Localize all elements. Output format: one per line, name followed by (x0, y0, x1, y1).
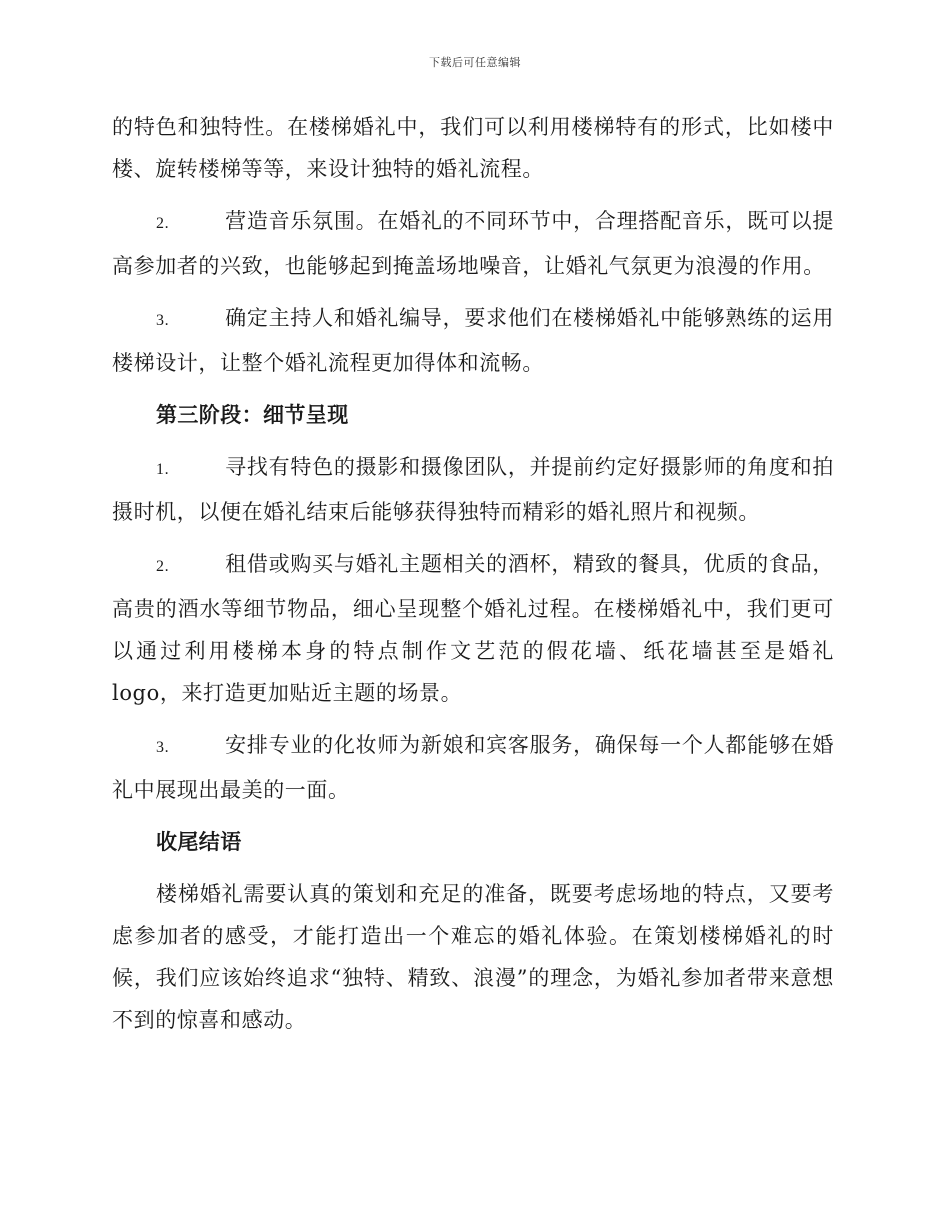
list-number: 3. (156, 312, 170, 329)
list-item-text: 寻找有特色的摄影和摄像团队，并提前约定好摄影师的角度和拍摄时机，以便在婚礼结束后能够获得独特而精彩的婚礼照片和视频。 (112, 455, 834, 524)
stage3-item-2 (112, 543, 834, 714)
list-item-text: 确定主持人和婚礼编导，要求他们在楼梯婚礼中能够熟练的运用楼梯设计，让整个婚礼流程更加得体和流畅。 (112, 306, 834, 375)
stage2-item-3 (112, 297, 834, 384)
list-item-text: 安排专业的化妆师为新娘和宾客服务，确保每一个人都能够在婚礼中展现出最美的一面。 (112, 733, 834, 802)
stage3-item-1 (112, 446, 834, 533)
list-item-text: 营造音乐氛围。在婚礼的不同环节中，合理搭配音乐，既可以提高参加者的兴致，也能够起到掩盖场地噪音，让婚礼气氛更为浪漫的作用。 (112, 209, 834, 278)
conclusion-paragraph: 楼梯婚礼需要认真的策划和充足的准备，既要考虑场地的特点，又要考虑参加者的感受，才能打造出一个难忘的婚礼体验。在策划楼梯婚礼的时候，我们应该始终追求“独特、精致、浪漫”的理念，为婚礼参加者带来意想不到的惊喜和感动。 (112, 882, 834, 1032)
stage2-item-2 (112, 200, 834, 287)
list-number: 3. (156, 739, 170, 756)
conclusion-heading: 收尾结语 (156, 830, 242, 854)
list-item-text: 租借或购买与婚礼主题相关的酒杯，精致的餐具，优质的食品，高贵的酒水等细节物品，细心呈现整个婚礼过程。在楼梯婚礼中，我们更可以通过利用楼梯本身的特点制作文艺范的假花墙、纸花墙甚至是婚礼 logo，来打造更加贴近主题的场景。 (112, 552, 834, 705)
stage3-item-3 (112, 724, 834, 811)
stage3-heading: 第三阶段：细节呈现 (156, 403, 349, 427)
intro-continuation-paragraph: 的特色和独特性。在楼梯婚礼中，我们可以利用楼梯特有的形式，比如楼中楼、旋转楼梯等等，来设计独特的婚礼流程。 (112, 115, 834, 181)
list-number: 2. (156, 215, 170, 232)
document-body (112, 106, 834, 1051)
list-number: 1. (156, 461, 170, 478)
list-number: 2. (156, 558, 170, 575)
page-header: 下载后可任意编辑 (429, 56, 521, 69)
